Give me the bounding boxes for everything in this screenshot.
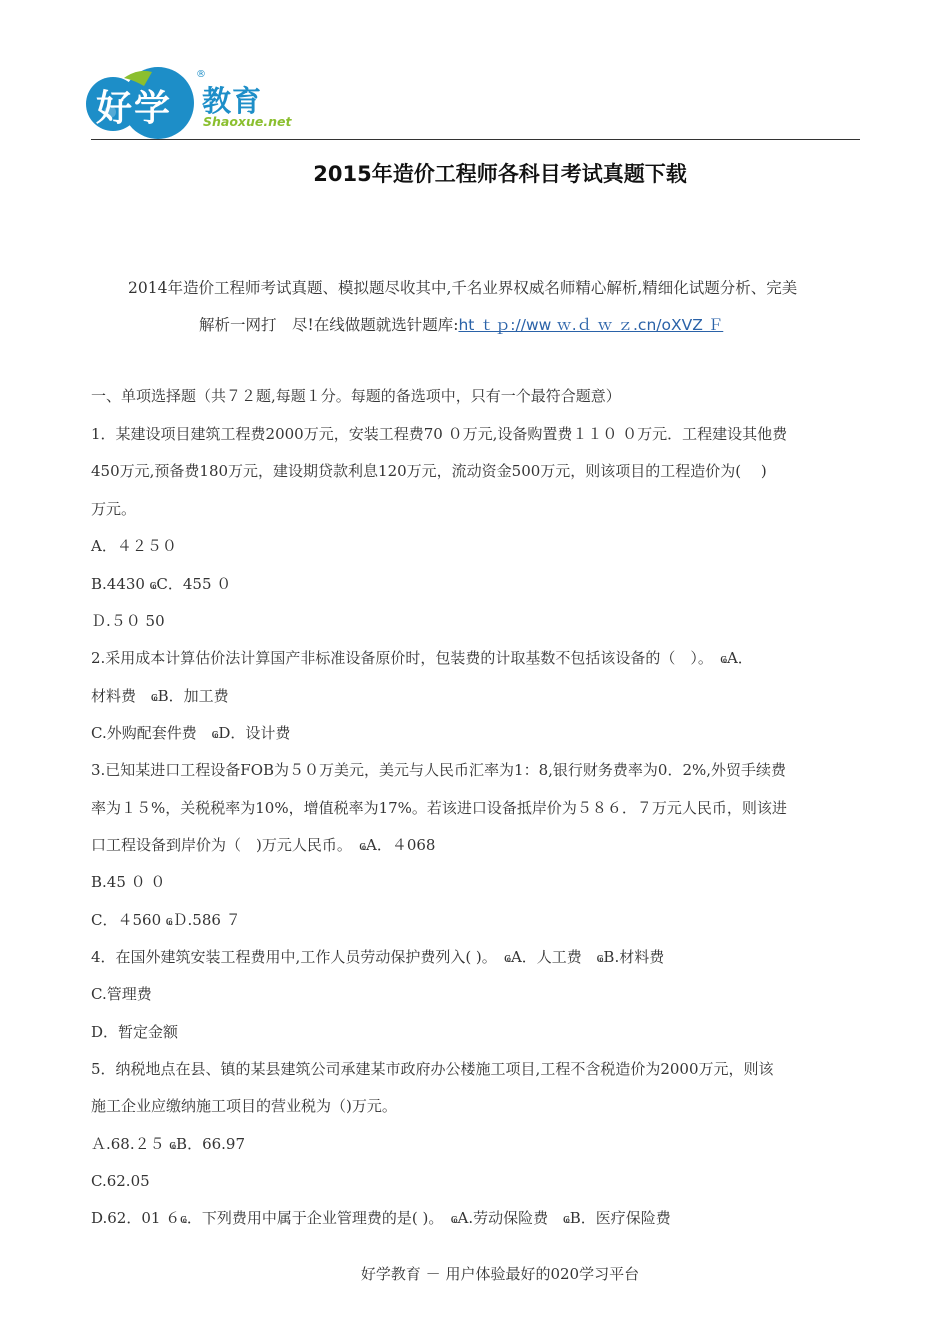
body-line: D.62．01 ６ҩ．下列费用中属于企业管理费的是( )。 ҩA.劳动保险费 ҩB．医疗保险费 xyxy=(91,1209,671,1227)
body-line: 5．纳税地点在县、镇的某县建筑公司承建某市政府办公楼施工项目,工程不含税造价为2000万元，则该 xyxy=(91,1060,774,1078)
body-line: 1．某建设项目建筑工程费2000万元，安装工程费70 ０万元,设备购置费１１０ ０万元．工程建设其他费 xyxy=(91,425,788,443)
brand-name: 教育 xyxy=(202,84,263,118)
header-divider xyxy=(91,139,860,140)
body-line: 施工企业应缴纳施工项目的营业税为（)万元。 xyxy=(91,1097,397,1115)
body-line: 材料费 ҩB．加工费 xyxy=(91,687,229,705)
body-line: 口工程设备到岸价为（ )万元人民币。 ҩA．４068 xyxy=(91,836,436,854)
question-bank-link[interactable]: ht ｔｐ://ww ｗ.ｄ ｗ ｚ.cn/oXVZ Ｆ xyxy=(458,316,724,334)
page-footer: 好学教育 － 用户体验最好的020学习平台 xyxy=(360,1265,640,1283)
intro-text: 解析一网打 尽!在线做题就选针题库: xyxy=(199,316,459,334)
registered-mark: ® xyxy=(196,69,206,80)
body-line: A．４２５０ xyxy=(91,537,177,555)
body-line: 率为１５%，关税税率为10%，增值税率为17%。若该进口设备抵岸价为５８６．７万元人民币，则该进 xyxy=(91,799,787,817)
body-line: 万元。 xyxy=(91,500,137,518)
document-title: 2015年造价工程师各科目考试真题下载 xyxy=(313,162,687,186)
body-line: Ａ.68.２５ ҩB．66.97 xyxy=(91,1135,246,1153)
body-line: C.62.05 xyxy=(91,1172,150,1190)
brand-domain: Shaoxue.net xyxy=(203,114,292,129)
body-line: C.外购配套件费 ҩD．设计费 xyxy=(91,724,291,742)
body-line: Ｄ.５０ 50 xyxy=(91,612,165,630)
body-line: B.45 ０ ０ xyxy=(91,873,166,891)
body-line: 450万元,预备费180万元，建设期贷款利息120万元，流动资金500万元，则该项目的工程造价为( ) xyxy=(91,462,767,480)
body-line: C．４560 ҩＤ.586 ７ xyxy=(91,911,241,929)
body-line: 一、单项选择题（共７２题,每题１分。每题的备选项中，只有一个最符合题意） xyxy=(91,387,621,405)
logo-wordmark: 好学 xyxy=(96,88,173,129)
intro-paragraph-line-2 xyxy=(199,314,723,336)
body-line: B.4430 ҩC．455 ０ xyxy=(91,575,232,593)
body-line: 4．在国外建筑安装工程费用中,工作人员劳动保护费列入( )。 ҩA．人工费 ҩB.材料费 xyxy=(91,948,665,966)
intro-paragraph-line-1: 2014年造价工程师考试真题、模拟题尽收其中,千名业界权威名师精心解析,精细化试题分析、完美 xyxy=(128,279,798,297)
body-line: C.管理费 xyxy=(91,985,152,1003)
body-line: 3.已知某进口工程设备FOB为５０万美元，美元与人民币汇率为1：8,银行财务费率为0．2%,外贸手续费 xyxy=(91,761,787,779)
body-line: D．暂定金额 xyxy=(91,1023,179,1041)
body-line: 2.采用成本计算估价法计算国产非标准设备原价时，包装费的计取基数不包括该设备的（ ）。 ҩA． xyxy=(91,649,753,667)
